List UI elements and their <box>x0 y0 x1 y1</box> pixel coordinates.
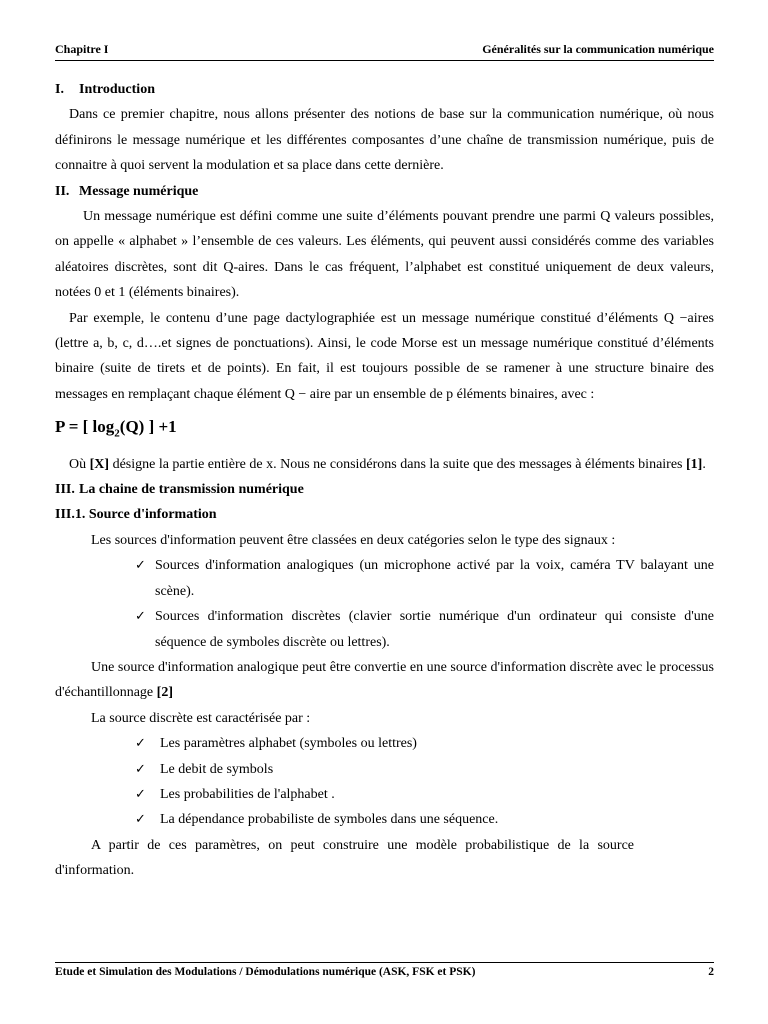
check-mark-icon: ✓ <box>135 609 146 625</box>
paragraph: Un message numérique est défini comme une suite d’éléments pouvant prendre une parmi Q valeurs possibles, on appelle « alphabet » l’ensemble de ces valeurs. Les éléments, qui peuvent aussi considérés comme des variables aléatoires discrètes, sont dit Q-aires. Dans le cas fréquent, l’alphabet est constitué uniquement de deux valeurs, notées 0 et 1 (éléments binaires). <box>55 209 714 301</box>
list-item: ✓ Sources d'information discrètes (clavier sortie numérique d'un ordinateur qui consiste d'une séquence de symboles discrète ou lettres). <box>55 604 714 655</box>
paragraph: Par exemple, le contenu d’une page dactylographiée est un message numérique constitué d’éléments Q −aires (lettre a, b, c, d….et signes de ponctuations). Ainsi, le code Morse est un message numérique constitué d’éléments binaire (suite de tirets et de points). En fait, il est toujours possible de se ramener à une structure binaire des messages en remplaçant chaque élément Q − aire par un ensemble de p éléments binaires, avec : <box>55 310 714 402</box>
paragraph: Une source d'information analogique peut être convertie en une source d'information discrète avec le processus d'échantillonnage [2] <box>55 659 714 701</box>
page-number: 2 <box>708 966 714 978</box>
section-heading-chain: III. La chaine de transmission numérique <box>55 482 304 498</box>
section-heading-message: II. Message numérique <box>55 183 199 199</box>
check-mark-icon: ✓ <box>135 761 146 777</box>
paragraph: Les sources d'information peuvent être classées en deux catégories selon le type des signaux : <box>91 532 616 548</box>
citation-ref: [2] <box>156 685 173 701</box>
list-item: ✓ Sources d'information analogiques (un microphone activé par la voix, caméra TV balayant une scène). <box>55 553 714 604</box>
list-item: ✓ Les probabilities de l'alphabet . <box>55 782 714 807</box>
list-item: ✓ La dépendance probabiliste de symboles dans une séquence. <box>55 807 714 832</box>
list-item: ✓ Les paramètres alphabet (symboles ou lettres) <box>55 731 714 756</box>
citation-ref: [1] <box>686 456 703 472</box>
paragraph: A partir de ces paramètres, on peut construire une modèle probabilistique de la source d'information. <box>55 837 634 879</box>
formula: P = [ $\log_2(Q)$ ] +1 <box>55 417 177 440</box>
list-item: ✓ Le debit de symbols <box>55 757 714 782</box>
header-rule <box>55 60 714 61</box>
footer-rule <box>55 962 714 963</box>
footer-title: Etude et Simulation des Modulations / Démodulations numérique (ASK, FSK et PSK) <box>55 966 476 978</box>
page-body <box>55 77 714 884</box>
subsection-heading: III.1. Source d'information <box>55 507 217 523</box>
check-mark-icon: ✓ <box>135 736 146 752</box>
paragraph: Dans ce premier chapitre, nous allons présenter des notions de base sur la communication numérique, où nous définirons le message numérique et les différentes composantes d’une chaîne de transmission numérique, puis de connaitre à quoi servent la modulation et sa place dans cette dernière. <box>55 107 714 174</box>
paragraph: Où [X] désigne la partie entière de x. Nous ne considérons dans la suite que des messages à éléments binaires [1]. <box>69 456 706 472</box>
check-mark-icon: ✓ <box>135 786 146 802</box>
check-mark-icon: ✓ <box>135 558 146 574</box>
paragraph: La source discrète est caractérisée par : <box>91 710 311 726</box>
section-heading-introduction: I. Introduction <box>55 82 155 97</box>
check-mark-icon: ✓ <box>135 812 146 828</box>
chapter-label: Chapitre I <box>55 42 109 56</box>
chapter-title: Généralités sur la communication numérique <box>482 42 714 56</box>
